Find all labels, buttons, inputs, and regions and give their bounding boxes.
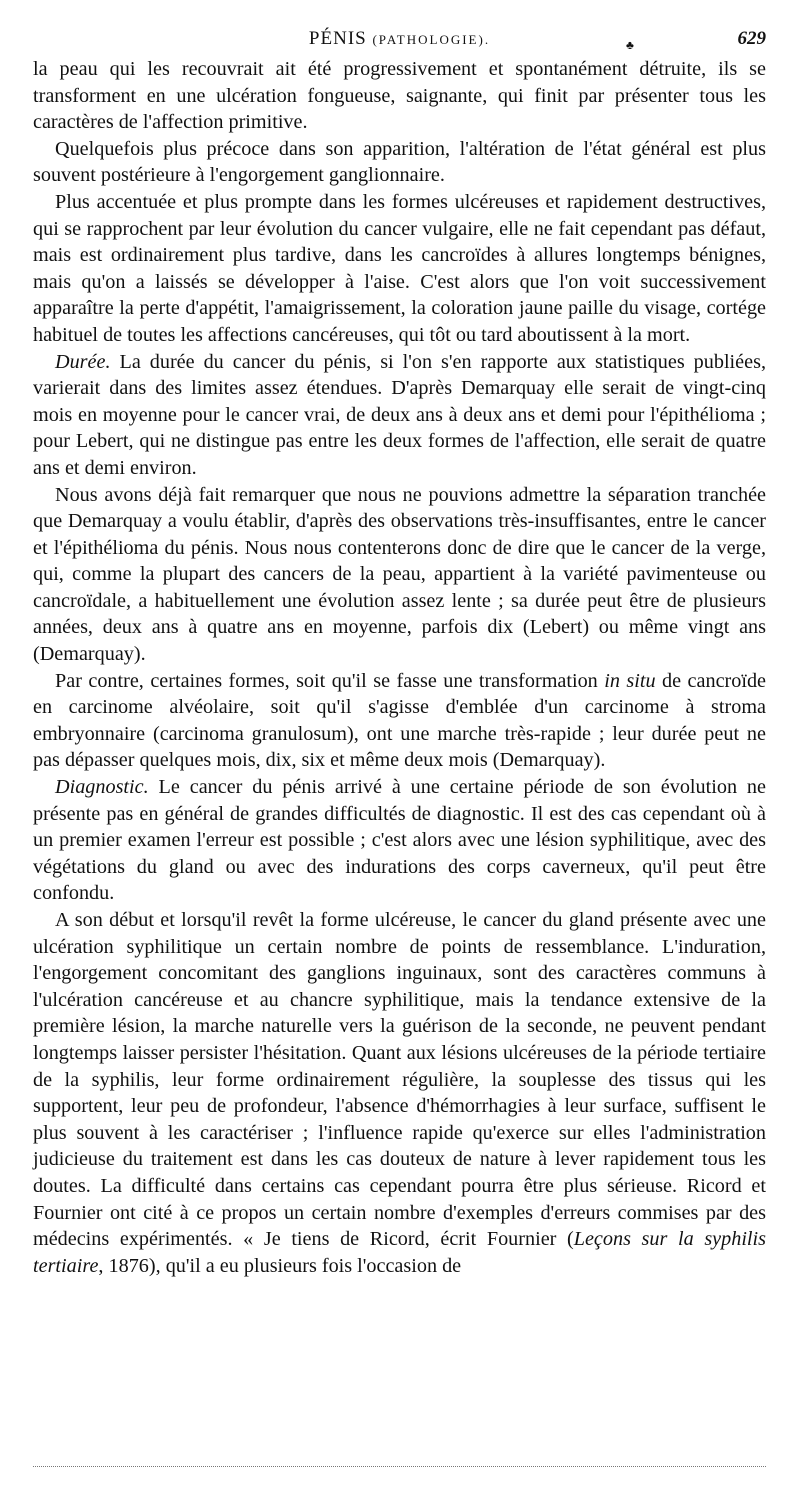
running-title: [33, 28, 766, 50]
paragraph-diagnostic-text: Le cancer du pénis arrivé à une certaine période de son évolution ne présente pas en général de grandes difficultés de diagnostic. Il est des cas cependant où à un premier examen l'erreur est possible ; c'est alors avec une lésion syphilitique, avec des végétations du gland ou avec des indurations des corps caverneux, qu'il peut être confondu.: [33, 776, 766, 905]
running-title-main: PÉNIS: [308, 28, 367, 49]
paragraph-6: [33, 668, 766, 774]
running-header: [33, 28, 766, 56]
page: [33, 28, 766, 1279]
paragraph-5: Nous avons déjà fait remarquer que nous ne pouvions admettre la séparation tranchée que Demarquay a voulu établir, d'après des observations très-insuffisantes, entre le cancer et l'épithélioma du pénis. Nous nous contenterons donc de dire que le cancer de la verge, qui, comme la plupart des cancers de la peau, appartient à la variété pavimenteuse ou cancroïdale, a habituellement une évolution assez lente ; sa durée peut être de plusieurs années, deux ans à quatre ans en moyenne, parfois dix (Lebert) ou même vingt ans (Demarquay).: [33, 483, 766, 666]
paragraph-3: Plus accentuée et plus prompte dans les formes ulcéreuses et rapidement destructives, qui se rapprochent par leur évolution du cancer vulgaire, elle ne fait cependant pas défaut, mais est ordinairement plus tardive, dans les cancroïdes à allures longtemps bénignes, mais qu'on a laissés se développer à l'aise. C'est alors que l'on voit successivement apparaître la perte d'appétit, l'amaigrissement, la coloration jaune paille du visage, cortége habituel de toutes les affections cancéreuses, qui tôt ou tard aboutissent à la mort.: [33, 190, 766, 346]
paragraph-2: Quelquefois plus précoce dans son apparition, l'altération de l'état général est plus souvent postérieure à l'engorgement ganglionnaire.: [33, 137, 766, 187]
paragraph-6-part-a: Par contre, certaines formes, soit qu'il se fasse une transformation: [55, 669, 605, 692]
paragraph-duree: [33, 349, 766, 482]
paragraph-8-part-a: A son début et lorsqu'il revêt la forme ulcéreuse, le cancer du gland présente avec une ulcération syphilitique un certain nombre de points de ressemblance. L'induration, l'engorgement concomitant des ganglions inguinaux, sont des caractères communs à l'ulcération cancéreuse et au chancre syphilitique, mais la tendance extensive de la première lésion, la marche naturelle vers la guérison de la seconde, ne peuvent pendant longtemps laisser persister l'hésitation. Quant aux lésions ulcéreuses de la période tertiaire de la syphilis, leur forme ordinairement régulière, la souplesse des tissus qui les supportent, leur peu de profondeur, l'absence d'hémorrhagies à leur surface, suffisent le plus souvent à les caractériser ; l'influence rapide qu'exerce sur elles l'administration judicieuse du traitement est dans les cas douteux de nature à lever rapidement tous les doutes. La difficulté dans certains cas cependant pourra être plus sérieuse. Ricord et Fournier ont cité à ce propos un certain nombre d'exemples d'erreurs commises par des médecins expérimentés. « Je tiens de Ricord, écrit Fournier (: [33, 909, 766, 1251]
paragraph-8-part-b: , 1876), qu'il a eu plusieurs fois l'occasion de: [98, 1254, 462, 1277]
paragraph-1: la peau qui les recouvrait ait été progressivement et spontanément détruite, ils se transforment en une ulcération fongueuse, saignante, qui finit par présenter tous les caractères de l'affection primitive.: [33, 58, 766, 134]
running-title-sub: (PATHOLOGIE).: [372, 32, 491, 47]
paragraph-8: [33, 907, 766, 1279]
section-heading-duree: Durée.: [55, 350, 111, 373]
page-number: 629: [737, 28, 766, 49]
footer-dotted-rule: [33, 1466, 766, 1467]
paragraph-6-part-b: de cancroïde en carcinome alvéolaire, soit qu'il s'agisse d'emblée d'un carcinome à stroma embryonnaire (carcinoma granulosum), ont une marche très-rapide ; leur durée peut ne pas dépasser quelques mois, dix, six et même deux mois (Demarquay).: [33, 669, 767, 772]
paragraph-8-italic-citation: Leçons sur la syphilis tertiaire: [33, 1228, 766, 1277]
section-heading-diagnostic: Diagnostic.: [55, 776, 149, 799]
body-text: [33, 56, 766, 1279]
paragraph-6-italic: in situ: [604, 669, 656, 692]
paragraph-duree-text: La durée du cancer du pénis, si l'on s'en rapporte aux statistiques publiées, varierait dans des limites assez étendues. D'après Demarquay elle serait de vingt-cinq mois en moyenne pour le cancer vrai, de deux ans à deux ans et demi pour l'épithélioma ; pour Lebert, qui ne distingue pas entre les deux formes de l'affection, elle serait de quatre ans et demi environ.: [33, 350, 766, 479]
printer-mark-icon: ♣: [626, 38, 634, 52]
paragraph-diagnostic: [33, 774, 766, 907]
